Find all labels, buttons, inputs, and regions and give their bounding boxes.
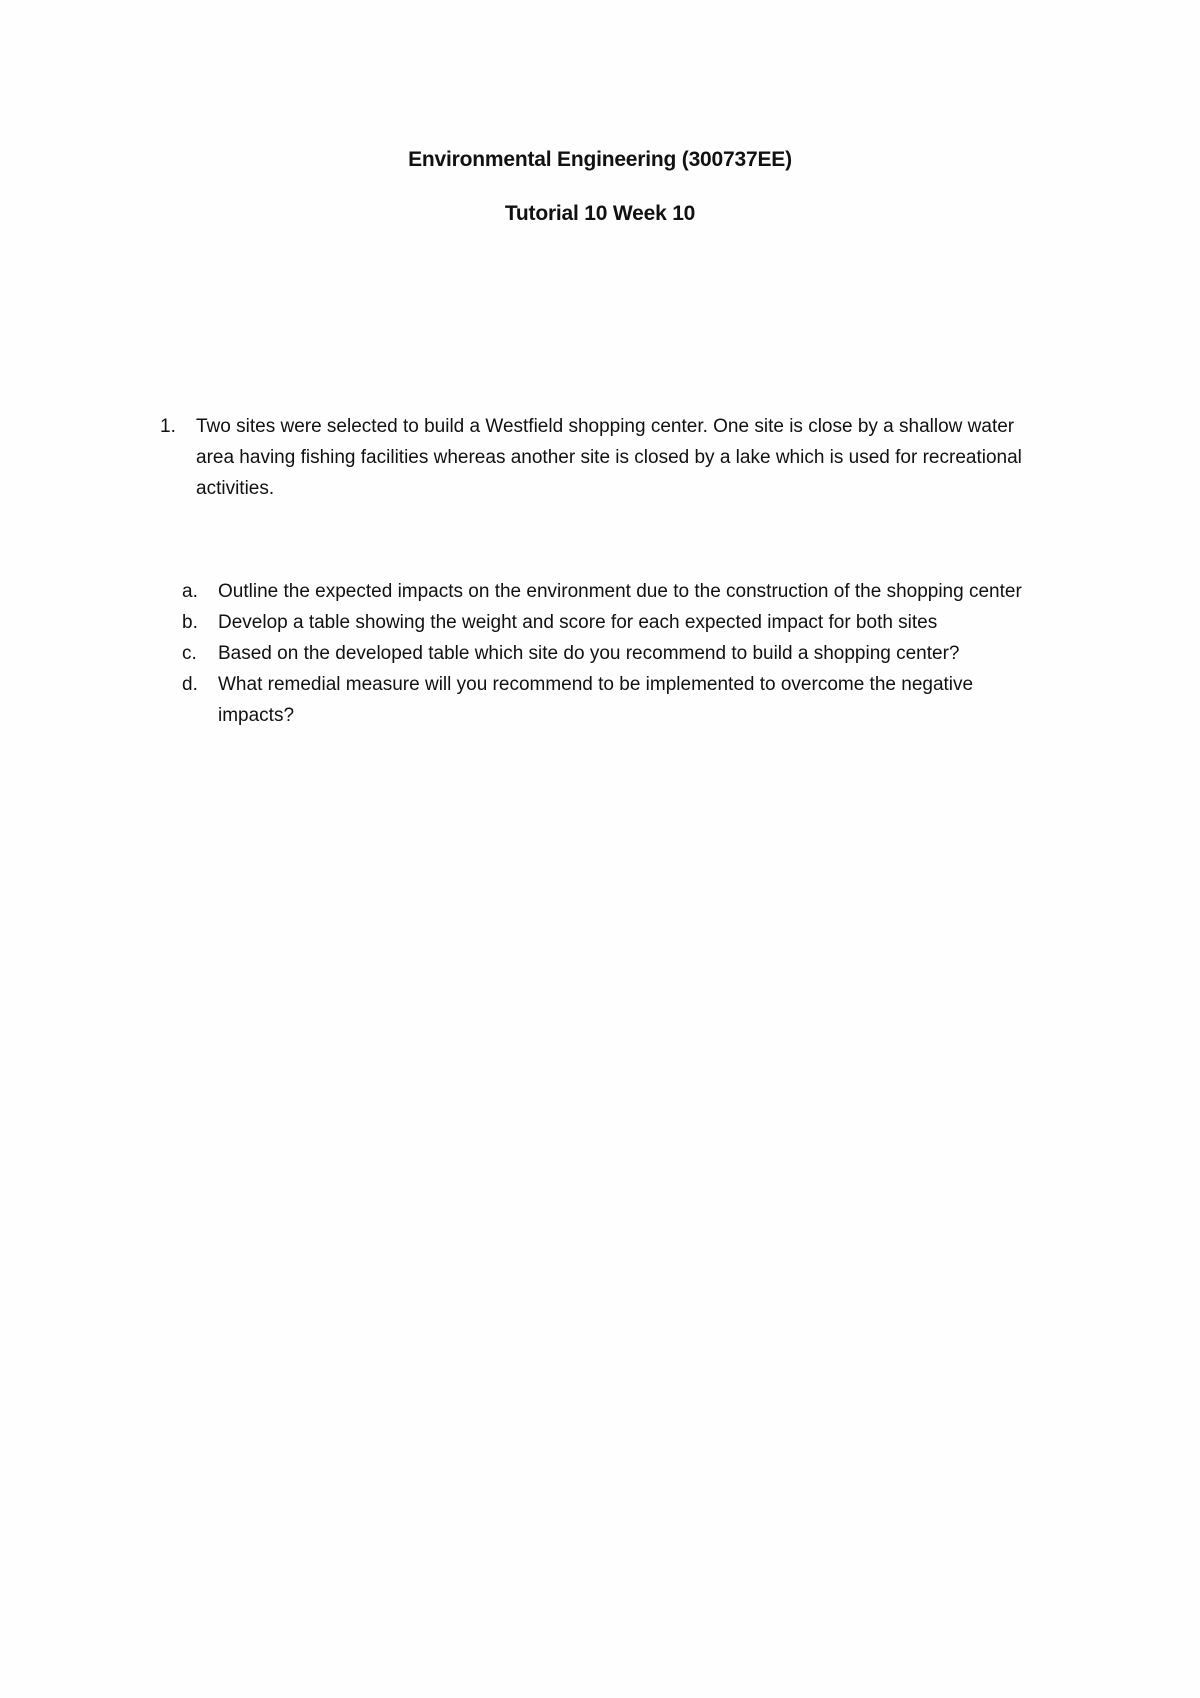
sub-question-text: Outline the expected impacts on the environment due to the construction of the shopping center <box>218 581 1022 602</box>
sub-question-d <box>182 669 1038 731</box>
sub-question-text: Develop a table showing the weight and score for each expected impact for both sites <box>218 612 938 633</box>
sub-question-c <box>182 638 1038 669</box>
sub-question-text: Based on the developed table which site do you recommend to build a shopping center? <box>218 643 960 664</box>
document-title: Environmental Engineering (300737EE) <box>408 148 792 171</box>
question-text: Two sites were selected to build a Westfield shopping center. One site is close by a shallow water area having fishing facilities whereas another site is closed by a lake which is used for recreational activities. <box>196 416 1022 499</box>
question-1 <box>160 411 1060 504</box>
sub-question-a <box>182 576 1038 607</box>
sub-question-b <box>182 607 1038 638</box>
sub-question-letter: d. <box>182 674 198 695</box>
sub-question-letter: c. <box>182 643 197 664</box>
question-number: 1. <box>160 416 176 437</box>
sub-question-letter: a. <box>182 581 198 602</box>
sub-question-text: What remedial measure will you recommend to be implemented to overcome the negative impacts? <box>218 674 974 726</box>
sub-question-list <box>182 576 1062 731</box>
sub-question-letter: b. <box>182 612 198 633</box>
document-subtitle: Tutorial 10 Week 10 <box>504 202 696 225</box>
